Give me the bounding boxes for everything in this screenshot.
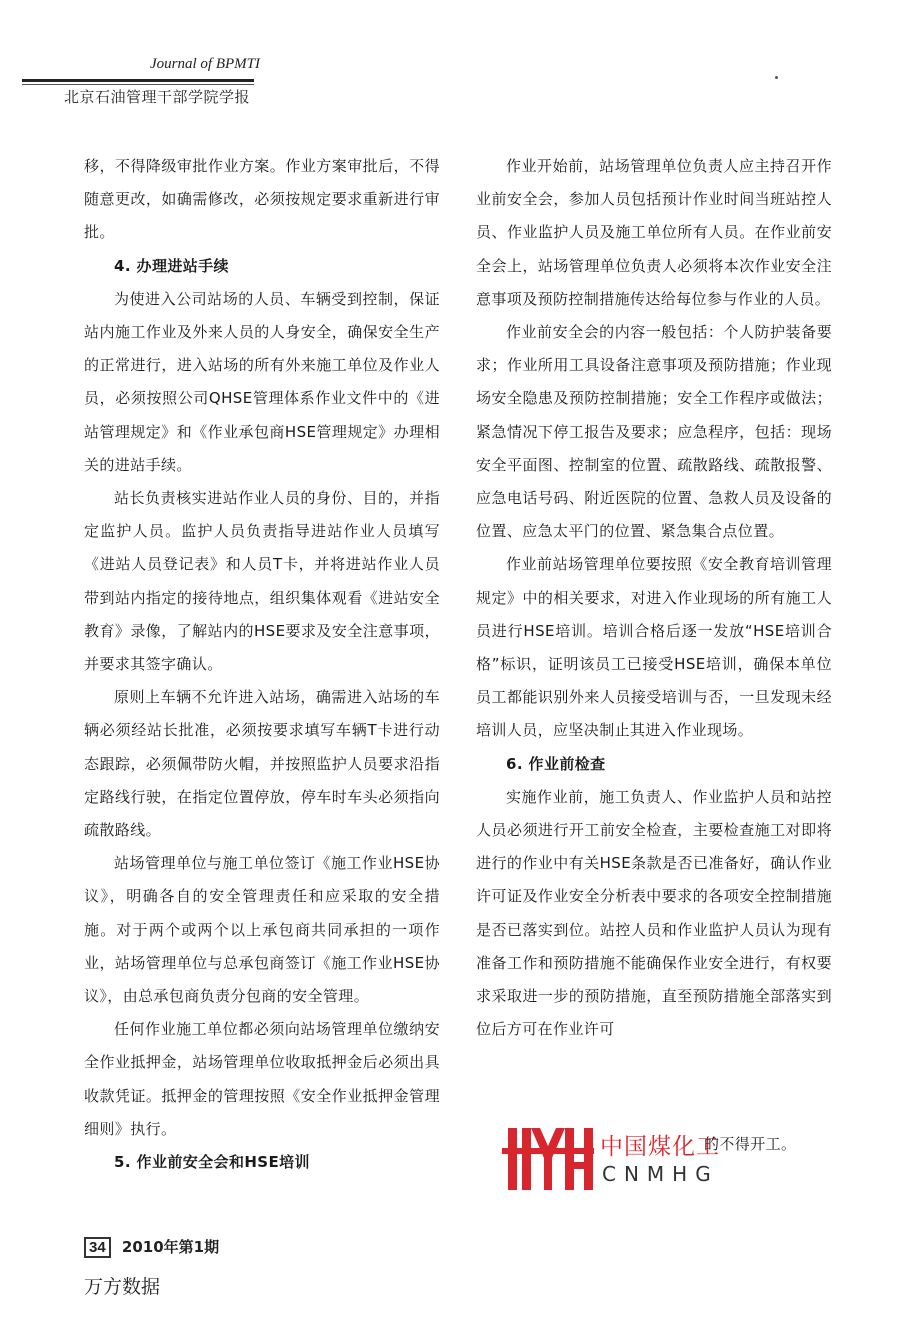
paragraph: 原则上车辆不允许进入站场，确需进入站场的车辆必须经站长批准，必须按要求填写车辆T卡进行动态跟踪，必须佩带防火帽，并按照监护人员要求沿指定路线行驶，在指定位置停放，停车时车头必须指向疏散路线。	[84, 688, 440, 840]
paragraph: 为使进入公司站场的人员、车辆受到控制，保证站内施工作业及外来人员的人身安全，确保安全生产的正常进行，进入站场的所有外来施工单位及作业人员，必须按照公司QHSE管理体系作业文件中的《进站管理规定》和《作业承包商HSE管理规定》办理相关的进站手续。	[84, 289, 440, 474]
journal-title-cn: 北京石油管理干部学院学报	[64, 88, 251, 106]
watermark-text-cn: 中国煤化工	[600, 1134, 720, 1160]
paragraph: 移，不得降级审批作业方案。作业方案审批后，不得随意更改，如确需修改，必须按规定要求重新进行审批。	[84, 157, 440, 242]
source-label: 万方数据	[84, 1276, 161, 1298]
paragraph-tail: 的不得开工。	[704, 1135, 797, 1153]
paragraph: 作业前站场管理单位要按照《安全教育培训管理规定》中的相关要求，对进入作业现场的所有施工人员进行HSE培训。培训合格后逐一发放“HSE培训合格”标识，证明该员工已接受HSE培训，确保本单位员工都能识别外来人员接受培训与否，一旦发现未经培训人员，应坚决制止其进入作业现场。	[476, 555, 832, 740]
paragraph: 站场管理单位与施工单位签订《施工作业HSE协议》，明确各自的安全管理责任和应采取的安全措施。对于两个或两个以上承包商共同承担的一项作业，站场管理单位与总承包商签订《施工作业HSE协议》，由总承包商负责分包商的安全管理。	[84, 854, 440, 1006]
watermark-text-en: CNMHG	[602, 1162, 719, 1186]
issue-label: 2010年第1期	[121, 1238, 220, 1256]
paragraph: 作业前安全会的内容一般包括：个人防护装备要求；作业所用工具设备注意事项及预防措施；作业现场安全隐患及预防控制措施；安全工作程序或做法；紧急情况下停工报告及要求；应急程序，包括：现场安全平面图、控制室的位置、疏散路线、疏散报警、应急电话号码、附近医院的位置、急救人员及设备的位置、应急太平门的位置、紧急集合点位置。	[476, 323, 832, 541]
right-column	[476, 150, 832, 1046]
header-rule-thin	[22, 84, 254, 85]
paragraph: 作业开始前，站场管理单位负责人应主持召开作业前安全会，参加人员包括预计作业时间当班站控人员、作业监护人员及施工单位所有人员。在作业前安全会上，站场管理单位负责人必须将本次作业安全注意事项及预防控制措施传达给每位参与作业的人员。	[476, 157, 832, 308]
journal-title-en: Journal of BPMTI	[150, 56, 260, 72]
paragraph: 任何作业施工单位都必须向站场管理单位缴纳安全作业抵押金，站场管理单位收取抵押金后必须出具收款凭证。抵押金的管理按照《安全作业抵押金管理细则》执行。	[84, 1020, 440, 1138]
section-heading-6: 6. 作业前检查	[506, 754, 606, 773]
section-heading-4: 4. 办理进站手续	[114, 256, 229, 275]
section-heading-5: 5. 作业前安全会和HSE培训	[114, 1153, 310, 1172]
speck	[775, 76, 778, 79]
left-column	[84, 150, 440, 1179]
paragraph: 站长负责核实进站作业人员的身份、目的，并指定监护人员。监护人员负责指导进站作业人员填写《进站人员登记表》和人员T卡，并将进站作业人员带到站内指定的接待地点，组织集体观看《进站安全教育》录像，了解站内的HSE要求及安全注意事项，并要求其签字确认。	[84, 489, 440, 674]
header-rule	[22, 79, 254, 82]
page-number: 34	[84, 1237, 111, 1258]
page-footer	[84, 1236, 219, 1258]
paragraph: 实施作业前，施工负责人、作业监护人员和站控人员必须进行开工前安全检查，主要检查施工对即将进行的作业中有关HSE条款是否已准备好，确认作业许可证及作业安全分析表中要求的各项安全控制措施是否已落实到位。站控人员和作业监护人员认为现有准备工作和预防措施不能确保作业安全进行，有权要求采取进一步的预防措施，直至预防措施全部落实到位后方可在作业许可	[476, 787, 832, 1039]
watermark-logo-icon	[502, 1128, 594, 1190]
